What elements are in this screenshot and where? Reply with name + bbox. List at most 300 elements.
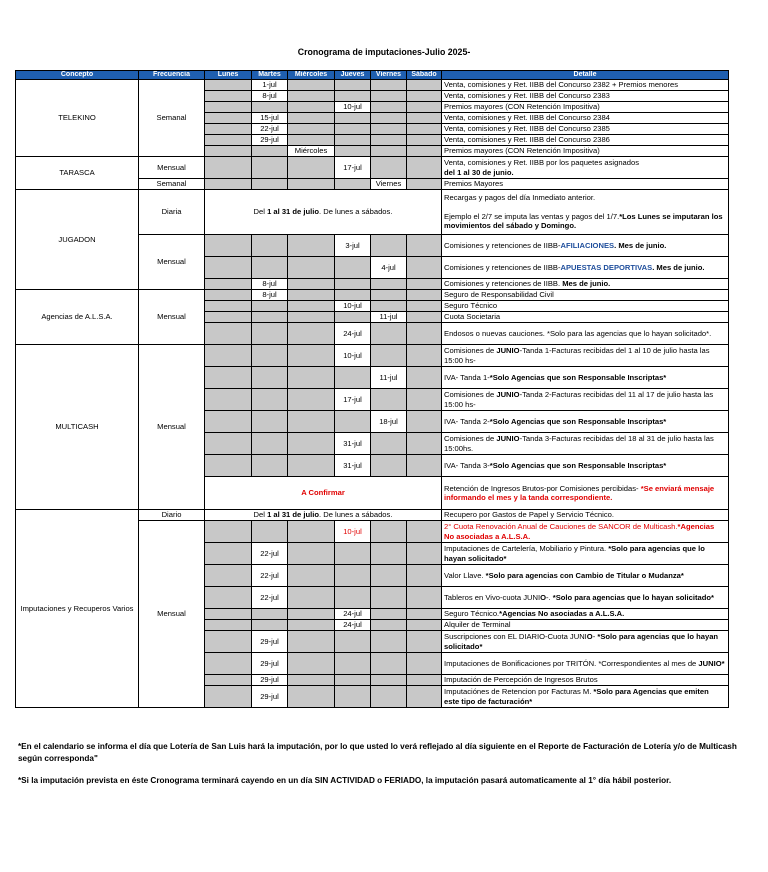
empty-day-cell bbox=[288, 135, 335, 146]
detail-fragment: Comisiones y retenciones de IIBB. bbox=[444, 279, 563, 289]
empty-day-cell bbox=[205, 124, 252, 135]
date-cell: 8-jul bbox=[252, 290, 288, 301]
empty-day-cell bbox=[371, 609, 407, 620]
detail-fragment: IVA- Tanda 2- bbox=[444, 416, 490, 426]
empty-day-cell bbox=[205, 631, 252, 653]
empty-day-cell bbox=[288, 389, 335, 411]
concepto-tarasca: TARASCA bbox=[16, 157, 139, 190]
detail-fragment: . De lunes a sábados. bbox=[318, 207, 393, 217]
detail-fragment: JUNIO* bbox=[698, 658, 725, 668]
detail-fragment: Seguro Técnico. bbox=[444, 609, 500, 619]
detail-cell bbox=[442, 455, 729, 477]
detail-fragment: del 1 al 30 de junio. bbox=[444, 167, 514, 177]
empty-day-cell bbox=[407, 620, 442, 631]
empty-day-cell bbox=[252, 301, 288, 312]
empty-day-cell bbox=[407, 257, 442, 279]
detail-fragment: *Solo para agencias con Cambio de Titular o Mudanza* bbox=[485, 570, 684, 580]
empty-day-cell bbox=[252, 312, 288, 323]
empty-day-cell bbox=[205, 179, 252, 190]
date-cell: 10-jul bbox=[335, 301, 371, 312]
frecuencia-cell: Diaria bbox=[139, 190, 205, 235]
empty-day-cell bbox=[407, 411, 442, 433]
empty-day-cell bbox=[288, 587, 335, 609]
detail-fragment: Tableros en Vivo-cuota JUNI bbox=[444, 592, 541, 602]
empty-day-cell bbox=[407, 301, 442, 312]
detail-cell: Venta, comisiones y Ret. IIBB del Concurso 2383 bbox=[442, 91, 729, 102]
empty-day-cell bbox=[407, 587, 442, 609]
detail-fragment: -Tanda 1-Facturas recibidas del 1 al 10 de julio hasta las 15:00 hs- bbox=[444, 346, 710, 365]
frecuencia-cell: Mensual bbox=[139, 290, 205, 345]
empty-day-cell bbox=[407, 91, 442, 102]
frecuencia-cell: Mensual bbox=[139, 157, 205, 179]
detail-fragment: Mes de junio. bbox=[562, 279, 611, 289]
empty-day-cell bbox=[407, 653, 442, 675]
date-cell: 29-jul bbox=[252, 135, 288, 146]
date-cell: 31-jul bbox=[335, 433, 371, 455]
empty-day-cell bbox=[288, 157, 335, 179]
detail-fragment: Venta, comisiones y Ret. IIBB por los paquetes asignados bbox=[444, 158, 640, 168]
empty-day-cell bbox=[371, 653, 407, 675]
empty-day-cell bbox=[407, 279, 442, 290]
empty-day-cell bbox=[407, 290, 442, 301]
detail-fragment: *Agencias No asociadas a A.L.S.A. bbox=[499, 609, 625, 619]
empty-day-cell bbox=[407, 433, 442, 455]
empty-day-cell bbox=[407, 235, 442, 257]
date-cell: 29-jul bbox=[252, 675, 288, 686]
empty-day-cell bbox=[205, 279, 252, 290]
detail-fragment: Recargas y pagos del día Inmediato anterior. bbox=[444, 193, 596, 203]
empty-day-cell bbox=[335, 290, 371, 301]
empty-day-cell bbox=[252, 157, 288, 179]
detail-cell: Alquiler de Terminal bbox=[442, 620, 729, 631]
empty-day-cell bbox=[288, 257, 335, 279]
empty-day-cell bbox=[371, 235, 407, 257]
detail-cell bbox=[442, 521, 729, 543]
empty-day-cell bbox=[205, 455, 252, 477]
empty-day-cell bbox=[288, 80, 335, 91]
empty-day-cell bbox=[252, 257, 288, 279]
empty-day-cell bbox=[288, 609, 335, 620]
empty-day-cell bbox=[252, 620, 288, 631]
detail-fragment: IVA- Tanda 3- bbox=[444, 460, 490, 470]
empty-day-cell bbox=[288, 113, 335, 124]
detail-cell bbox=[442, 345, 729, 367]
empty-day-cell bbox=[205, 367, 252, 389]
empty-day-cell bbox=[407, 565, 442, 587]
empty-day-cell bbox=[371, 345, 407, 367]
date-cell: 24-jul bbox=[335, 323, 371, 345]
concepto-telekino: TELEKINO bbox=[16, 80, 139, 157]
detail-fragment: *Agencias No asociadas a A.L.S.A. bbox=[444, 522, 715, 541]
empty-day-cell bbox=[205, 543, 252, 565]
empty-day-cell bbox=[205, 91, 252, 102]
empty-day-cell bbox=[205, 312, 252, 323]
detail-fragment: JUNIO bbox=[496, 390, 520, 400]
date-cell: 22-jul bbox=[252, 587, 288, 609]
empty-day-cell bbox=[335, 80, 371, 91]
detail-cell bbox=[442, 279, 729, 290]
empty-day-cell bbox=[252, 235, 288, 257]
empty-day-cell bbox=[407, 135, 442, 146]
empty-day-cell bbox=[252, 102, 288, 113]
empty-day-cell bbox=[252, 389, 288, 411]
empty-day-cell bbox=[371, 675, 407, 686]
date-cell: Viernes bbox=[371, 179, 407, 190]
empty-day-cell bbox=[371, 290, 407, 301]
empty-day-cell bbox=[335, 587, 371, 609]
date-cell: 11-jul bbox=[371, 312, 407, 323]
empty-day-cell bbox=[205, 565, 252, 587]
empty-day-cell bbox=[288, 279, 335, 290]
detail-fragment: *Solo Agencias que son Responsable Inscriptas* bbox=[489, 460, 667, 470]
detail-cell: Seguro Técnico bbox=[442, 301, 729, 312]
empty-day-cell bbox=[371, 323, 407, 345]
empty-day-cell bbox=[205, 323, 252, 345]
table-row bbox=[16, 290, 729, 301]
empty-day-cell bbox=[335, 113, 371, 124]
detail-fragment: . Mes de junio. bbox=[652, 262, 705, 272]
detail-fragment: Retención de Ingresos Brutos-por Comisiones percibidas- bbox=[444, 483, 641, 493]
empty-day-cell bbox=[407, 113, 442, 124]
date-cell: 29-jul bbox=[252, 653, 288, 675]
empty-day-cell bbox=[371, 455, 407, 477]
empty-day-cell bbox=[205, 433, 252, 455]
empty-day-cell bbox=[288, 312, 335, 323]
empty-day-cell bbox=[335, 179, 371, 190]
empty-day-cell bbox=[407, 323, 442, 345]
empty-day-cell bbox=[205, 675, 252, 686]
concepto-multicash: MULTICASH bbox=[16, 345, 139, 510]
detail-cell: Premios mayores (CON Retención Impositiva) bbox=[442, 102, 729, 113]
frecuencia-cell: Mensual bbox=[139, 345, 205, 510]
empty-day-cell bbox=[288, 653, 335, 675]
detail-fragment: Imputaciones de Cartelería, Mobiliario y Pintura. bbox=[444, 544, 609, 554]
detail-fragment: Ejemplo el 2/7 se imputa las ventas y pagos del 1/7. bbox=[444, 212, 620, 221]
empty-day-cell bbox=[407, 455, 442, 477]
empty-day-cell bbox=[288, 91, 335, 102]
empty-day-cell bbox=[335, 565, 371, 587]
empty-day-cell bbox=[371, 124, 407, 135]
detail-fragment: Imputaciónes de Retencion por Facturas M. bbox=[444, 687, 594, 697]
empty-day-cell bbox=[205, 290, 252, 301]
detail-cell: Recupero por Gastos de Papel y Servicio Técnico. bbox=[442, 510, 729, 521]
detail-fragment: Comisiones de bbox=[444, 346, 497, 356]
detail-cell bbox=[442, 686, 729, 708]
detail-fragment: Suscripciones con EL DIARIO-Cuota JUNI bbox=[444, 632, 587, 642]
empty-day-cell bbox=[335, 543, 371, 565]
empty-day-cell bbox=[252, 521, 288, 543]
date-cell: 22-jul bbox=[252, 543, 288, 565]
table-row bbox=[16, 190, 729, 235]
header-frecuencia: Frecuencia bbox=[139, 71, 205, 80]
empty-day-cell bbox=[205, 135, 252, 146]
empty-day-cell bbox=[205, 620, 252, 631]
detail-fragment: JUNIO bbox=[496, 346, 520, 356]
empty-day-cell bbox=[205, 686, 252, 708]
empty-day-cell bbox=[252, 146, 288, 157]
empty-day-cell bbox=[335, 312, 371, 323]
date-cell: 22-jul bbox=[252, 124, 288, 135]
empty-day-cell bbox=[371, 587, 407, 609]
detail-fragment: O bbox=[586, 632, 593, 642]
footnote-1: *En el calendario se informa el día que Lotería de San Luis hará la imputación, por lo que usted lo verá reflejado al día siguiente en el Reporte de Facturación de Lotería y/o de Multicash según corresponda" bbox=[18, 742, 737, 763]
empty-day-cell bbox=[288, 323, 335, 345]
table-row bbox=[16, 345, 729, 367]
detail-fragment: -. bbox=[546, 592, 553, 602]
date-cell: 1-jul bbox=[252, 80, 288, 91]
empty-day-cell bbox=[407, 631, 442, 653]
frecuencia-cell: Mensual bbox=[139, 235, 205, 290]
empty-day-cell bbox=[371, 521, 407, 543]
header-viernes: Viernes bbox=[371, 71, 407, 80]
empty-day-cell bbox=[288, 631, 335, 653]
empty-day-cell bbox=[288, 102, 335, 113]
empty-day-cell bbox=[205, 157, 252, 179]
detail-fragment: *Solo para agencias que lo hayan solicitado* bbox=[552, 592, 714, 602]
empty-day-cell bbox=[371, 157, 407, 179]
empty-day-cell bbox=[407, 345, 442, 367]
empty-day-cell bbox=[205, 235, 252, 257]
detail-cell bbox=[442, 565, 729, 587]
detail-fragment: O bbox=[540, 592, 547, 602]
empty-day-cell bbox=[205, 113, 252, 124]
detail-cell bbox=[442, 587, 729, 609]
detail-fragment: 1 al 31 de julio bbox=[267, 510, 319, 520]
empty-day-cell bbox=[371, 91, 407, 102]
empty-day-cell bbox=[371, 113, 407, 124]
empty-day-cell bbox=[288, 301, 335, 312]
empty-day-cell bbox=[205, 345, 252, 367]
detail-cell: Seguro de Responsabilidad Civil bbox=[442, 290, 729, 301]
empty-day-cell bbox=[288, 521, 335, 543]
empty-day-cell bbox=[335, 686, 371, 708]
empty-day-cell bbox=[371, 301, 407, 312]
empty-day-cell bbox=[252, 455, 288, 477]
empty-day-cell bbox=[288, 620, 335, 631]
detail-fragment: 2° Cuota Renovación Anual de Cauciones de SANCOR de Multicash. bbox=[444, 522, 678, 532]
empty-day-cell bbox=[407, 675, 442, 686]
empty-day-cell bbox=[205, 257, 252, 279]
empty-day-cell bbox=[407, 102, 442, 113]
footnotes bbox=[18, 741, 738, 797]
empty-day-cell bbox=[288, 411, 335, 433]
detail-cell bbox=[442, 631, 729, 653]
date-cell: 10-jul bbox=[335, 521, 371, 543]
empty-day-cell bbox=[288, 675, 335, 686]
frecuencia-cell: Mensual bbox=[139, 521, 205, 708]
empty-day-cell bbox=[335, 146, 371, 157]
date-cell: 4-jul bbox=[371, 257, 407, 279]
date-cell: 29-jul bbox=[252, 631, 288, 653]
date-cell: 22-jul bbox=[252, 565, 288, 587]
detail-fragment: AFILIACIONES bbox=[560, 240, 615, 250]
schedule-table bbox=[15, 70, 729, 708]
detail-fragment: - bbox=[592, 632, 598, 642]
empty-day-cell bbox=[371, 433, 407, 455]
date-cell: 29-jul bbox=[252, 686, 288, 708]
detail-cell bbox=[442, 609, 729, 620]
header-miercoles: Miércoles bbox=[288, 71, 335, 80]
detail-fragment: JUNIO bbox=[496, 434, 520, 444]
empty-day-cell bbox=[371, 102, 407, 113]
empty-day-cell bbox=[335, 135, 371, 146]
empty-day-cell bbox=[335, 631, 371, 653]
concepto-jugadon: JUGADON bbox=[16, 190, 139, 290]
frecuencia-cell: Semanal bbox=[139, 80, 205, 157]
detail-fragment: IVA- Tanda 1- bbox=[444, 372, 490, 382]
concepto-alsa: Agencias de A.L.S.A. bbox=[16, 290, 139, 345]
date-cell: 24-jul bbox=[335, 609, 371, 620]
date-cell: 8-jul bbox=[252, 91, 288, 102]
detail-fragment: Comisiones y retenciones de IIBB- bbox=[444, 262, 561, 272]
empty-day-cell bbox=[371, 543, 407, 565]
empty-day-cell bbox=[288, 565, 335, 587]
table-header-row bbox=[16, 71, 729, 80]
date-cell: 8-jul bbox=[252, 279, 288, 290]
empty-day-cell bbox=[335, 279, 371, 290]
detail-fragment: 1 al 31 de julio bbox=[267, 207, 319, 217]
detail-cell bbox=[442, 653, 729, 675]
detail-fragment: . Mes de junio. bbox=[614, 240, 667, 250]
empty-day-cell bbox=[205, 80, 252, 91]
detail-cell: Venta, comisiones y Ret. IIBB del Concurso 2385 bbox=[442, 124, 729, 135]
range-cell bbox=[205, 190, 442, 235]
detail-fragment: -Tanda 2-Facturas recibidas del 11 al 17 de julio hasta las 15:00 hs- bbox=[444, 390, 714, 409]
empty-day-cell bbox=[205, 146, 252, 157]
empty-day-cell bbox=[288, 433, 335, 455]
empty-day-cell bbox=[205, 587, 252, 609]
header-martes: Martes bbox=[252, 71, 288, 80]
detail-cell: Endosos o nuevas cauciones. *Solo para las agencias que lo hayan solicitado*. bbox=[442, 323, 729, 345]
empty-day-cell bbox=[371, 146, 407, 157]
detail-cell: Venta, comisiones y Ret. IIBB del Concurso 2384 bbox=[442, 113, 729, 124]
empty-day-cell bbox=[205, 411, 252, 433]
detail-cell bbox=[442, 433, 729, 455]
empty-day-cell bbox=[335, 257, 371, 279]
empty-day-cell bbox=[371, 389, 407, 411]
date-cell: Miércoles bbox=[288, 146, 335, 157]
empty-day-cell bbox=[252, 609, 288, 620]
date-cell: 17-jul bbox=[335, 157, 371, 179]
detail-fragment: Comisiones de bbox=[444, 390, 497, 400]
empty-day-cell bbox=[371, 620, 407, 631]
detail-cell: Imputación de Percepción de Ingresos Brutos bbox=[442, 675, 729, 686]
table-row bbox=[16, 157, 729, 179]
table-row bbox=[16, 510, 729, 521]
empty-day-cell bbox=[371, 135, 407, 146]
empty-day-cell bbox=[252, 411, 288, 433]
empty-day-cell bbox=[288, 290, 335, 301]
range-cell bbox=[205, 510, 442, 521]
detail-fragment: Del bbox=[253, 510, 268, 520]
page-title: Cronograma de imputaciones-Julio 2025- bbox=[297, 47, 471, 57]
detail-fragment: Del bbox=[253, 207, 268, 217]
date-cell: 10-jul bbox=[335, 102, 371, 113]
detail-cell: Venta, comisiones y Ret. IIBB del Concurso 2382 + Premios menores bbox=[442, 80, 729, 91]
empty-day-cell bbox=[407, 543, 442, 565]
detail-fragment: . De lunes a sábados. bbox=[318, 510, 393, 520]
date-cell: 31-jul bbox=[335, 455, 371, 477]
header-detalle: Detalle bbox=[442, 71, 729, 80]
detail-cell: Premios mayores (CON Retención Impositiva) bbox=[442, 146, 729, 157]
detail-fragment: *Solo para agencias que lo hayan solicitado* bbox=[444, 632, 719, 651]
detail-fragment: APUESTAS DEPORTIVAS bbox=[560, 262, 653, 272]
detail-cell bbox=[442, 157, 729, 179]
empty-day-cell bbox=[407, 157, 442, 179]
detail-cell bbox=[442, 543, 729, 565]
empty-day-cell bbox=[335, 367, 371, 389]
date-cell: 24-jul bbox=[335, 620, 371, 631]
detail-fragment: *Los Lunes se imputaran los movimientos del sábado y Domingo. bbox=[444, 212, 723, 231]
detail-cell bbox=[442, 367, 729, 389]
empty-day-cell bbox=[335, 653, 371, 675]
empty-day-cell bbox=[252, 179, 288, 190]
to-confirm-cell: A Confirmar bbox=[205, 477, 442, 510]
empty-day-cell bbox=[407, 312, 442, 323]
detail-fragment: Valor Llave. bbox=[444, 570, 486, 580]
empty-day-cell bbox=[335, 91, 371, 102]
empty-day-cell bbox=[252, 323, 288, 345]
empty-day-cell bbox=[407, 521, 442, 543]
empty-day-cell bbox=[288, 367, 335, 389]
empty-day-cell bbox=[371, 80, 407, 91]
frecuencia-cell: Semanal bbox=[139, 179, 205, 190]
empty-day-cell bbox=[288, 124, 335, 135]
detail-cell: Premios Mayores bbox=[442, 179, 729, 190]
footnote-2: *Si la imputación prevista en éste Cronograma terminará cayendo en un día SIN ACTIVIDAD o FERIADO, la imputación pasará automaticamente al 1° día hábil posterior. bbox=[18, 776, 672, 785]
empty-day-cell bbox=[252, 367, 288, 389]
empty-day-cell bbox=[407, 367, 442, 389]
date-cell: 18-jul bbox=[371, 411, 407, 433]
empty-day-cell bbox=[407, 179, 442, 190]
detail-fragment: Imputaciones de Bonificaciones por TRITÓN. *Correspondientes al mes de bbox=[444, 658, 699, 668]
detail-fragment: *Solo para agencias que lo hayan solicitado* bbox=[444, 544, 705, 563]
empty-day-cell bbox=[252, 345, 288, 367]
detail-fragment: *Se enviará mensaje informando el mes y la tanda correspondiente. bbox=[444, 483, 715, 502]
header-lunes: Lunes bbox=[205, 71, 252, 80]
empty-day-cell bbox=[205, 521, 252, 543]
detail-fragment: -Tanda 3-Facturas recibidas del 18 al 31 de julio hasta las 15:00hs. bbox=[444, 434, 714, 453]
detail-cell bbox=[442, 190, 729, 235]
detail-cell bbox=[442, 477, 729, 510]
empty-day-cell bbox=[407, 146, 442, 157]
empty-day-cell bbox=[288, 455, 335, 477]
empty-day-cell bbox=[371, 279, 407, 290]
detail-fragment: *Solo para Agencias que emiten este tipo de facturación* bbox=[444, 687, 709, 706]
empty-day-cell bbox=[205, 653, 252, 675]
detail-fragment: *Solo Agencias que son Responsable Inscriptas* bbox=[489, 372, 667, 382]
frecuencia-cell: Diario bbox=[139, 510, 205, 521]
empty-day-cell bbox=[371, 631, 407, 653]
empty-day-cell bbox=[371, 565, 407, 587]
empty-day-cell bbox=[335, 675, 371, 686]
empty-day-cell bbox=[252, 433, 288, 455]
empty-day-cell bbox=[407, 389, 442, 411]
detail-cell bbox=[442, 389, 729, 411]
concepto-imputaciones: Imputaciones y Recuperos Varios bbox=[16, 510, 139, 708]
empty-day-cell bbox=[288, 345, 335, 367]
empty-day-cell bbox=[288, 179, 335, 190]
empty-day-cell bbox=[205, 301, 252, 312]
empty-day-cell bbox=[205, 102, 252, 113]
date-cell: 15-jul bbox=[252, 113, 288, 124]
date-cell: 11-jul bbox=[371, 367, 407, 389]
header-concepto: Concepto bbox=[16, 71, 139, 80]
empty-day-cell bbox=[205, 609, 252, 620]
empty-day-cell bbox=[371, 686, 407, 708]
empty-day-cell bbox=[288, 543, 335, 565]
empty-day-cell bbox=[288, 235, 335, 257]
